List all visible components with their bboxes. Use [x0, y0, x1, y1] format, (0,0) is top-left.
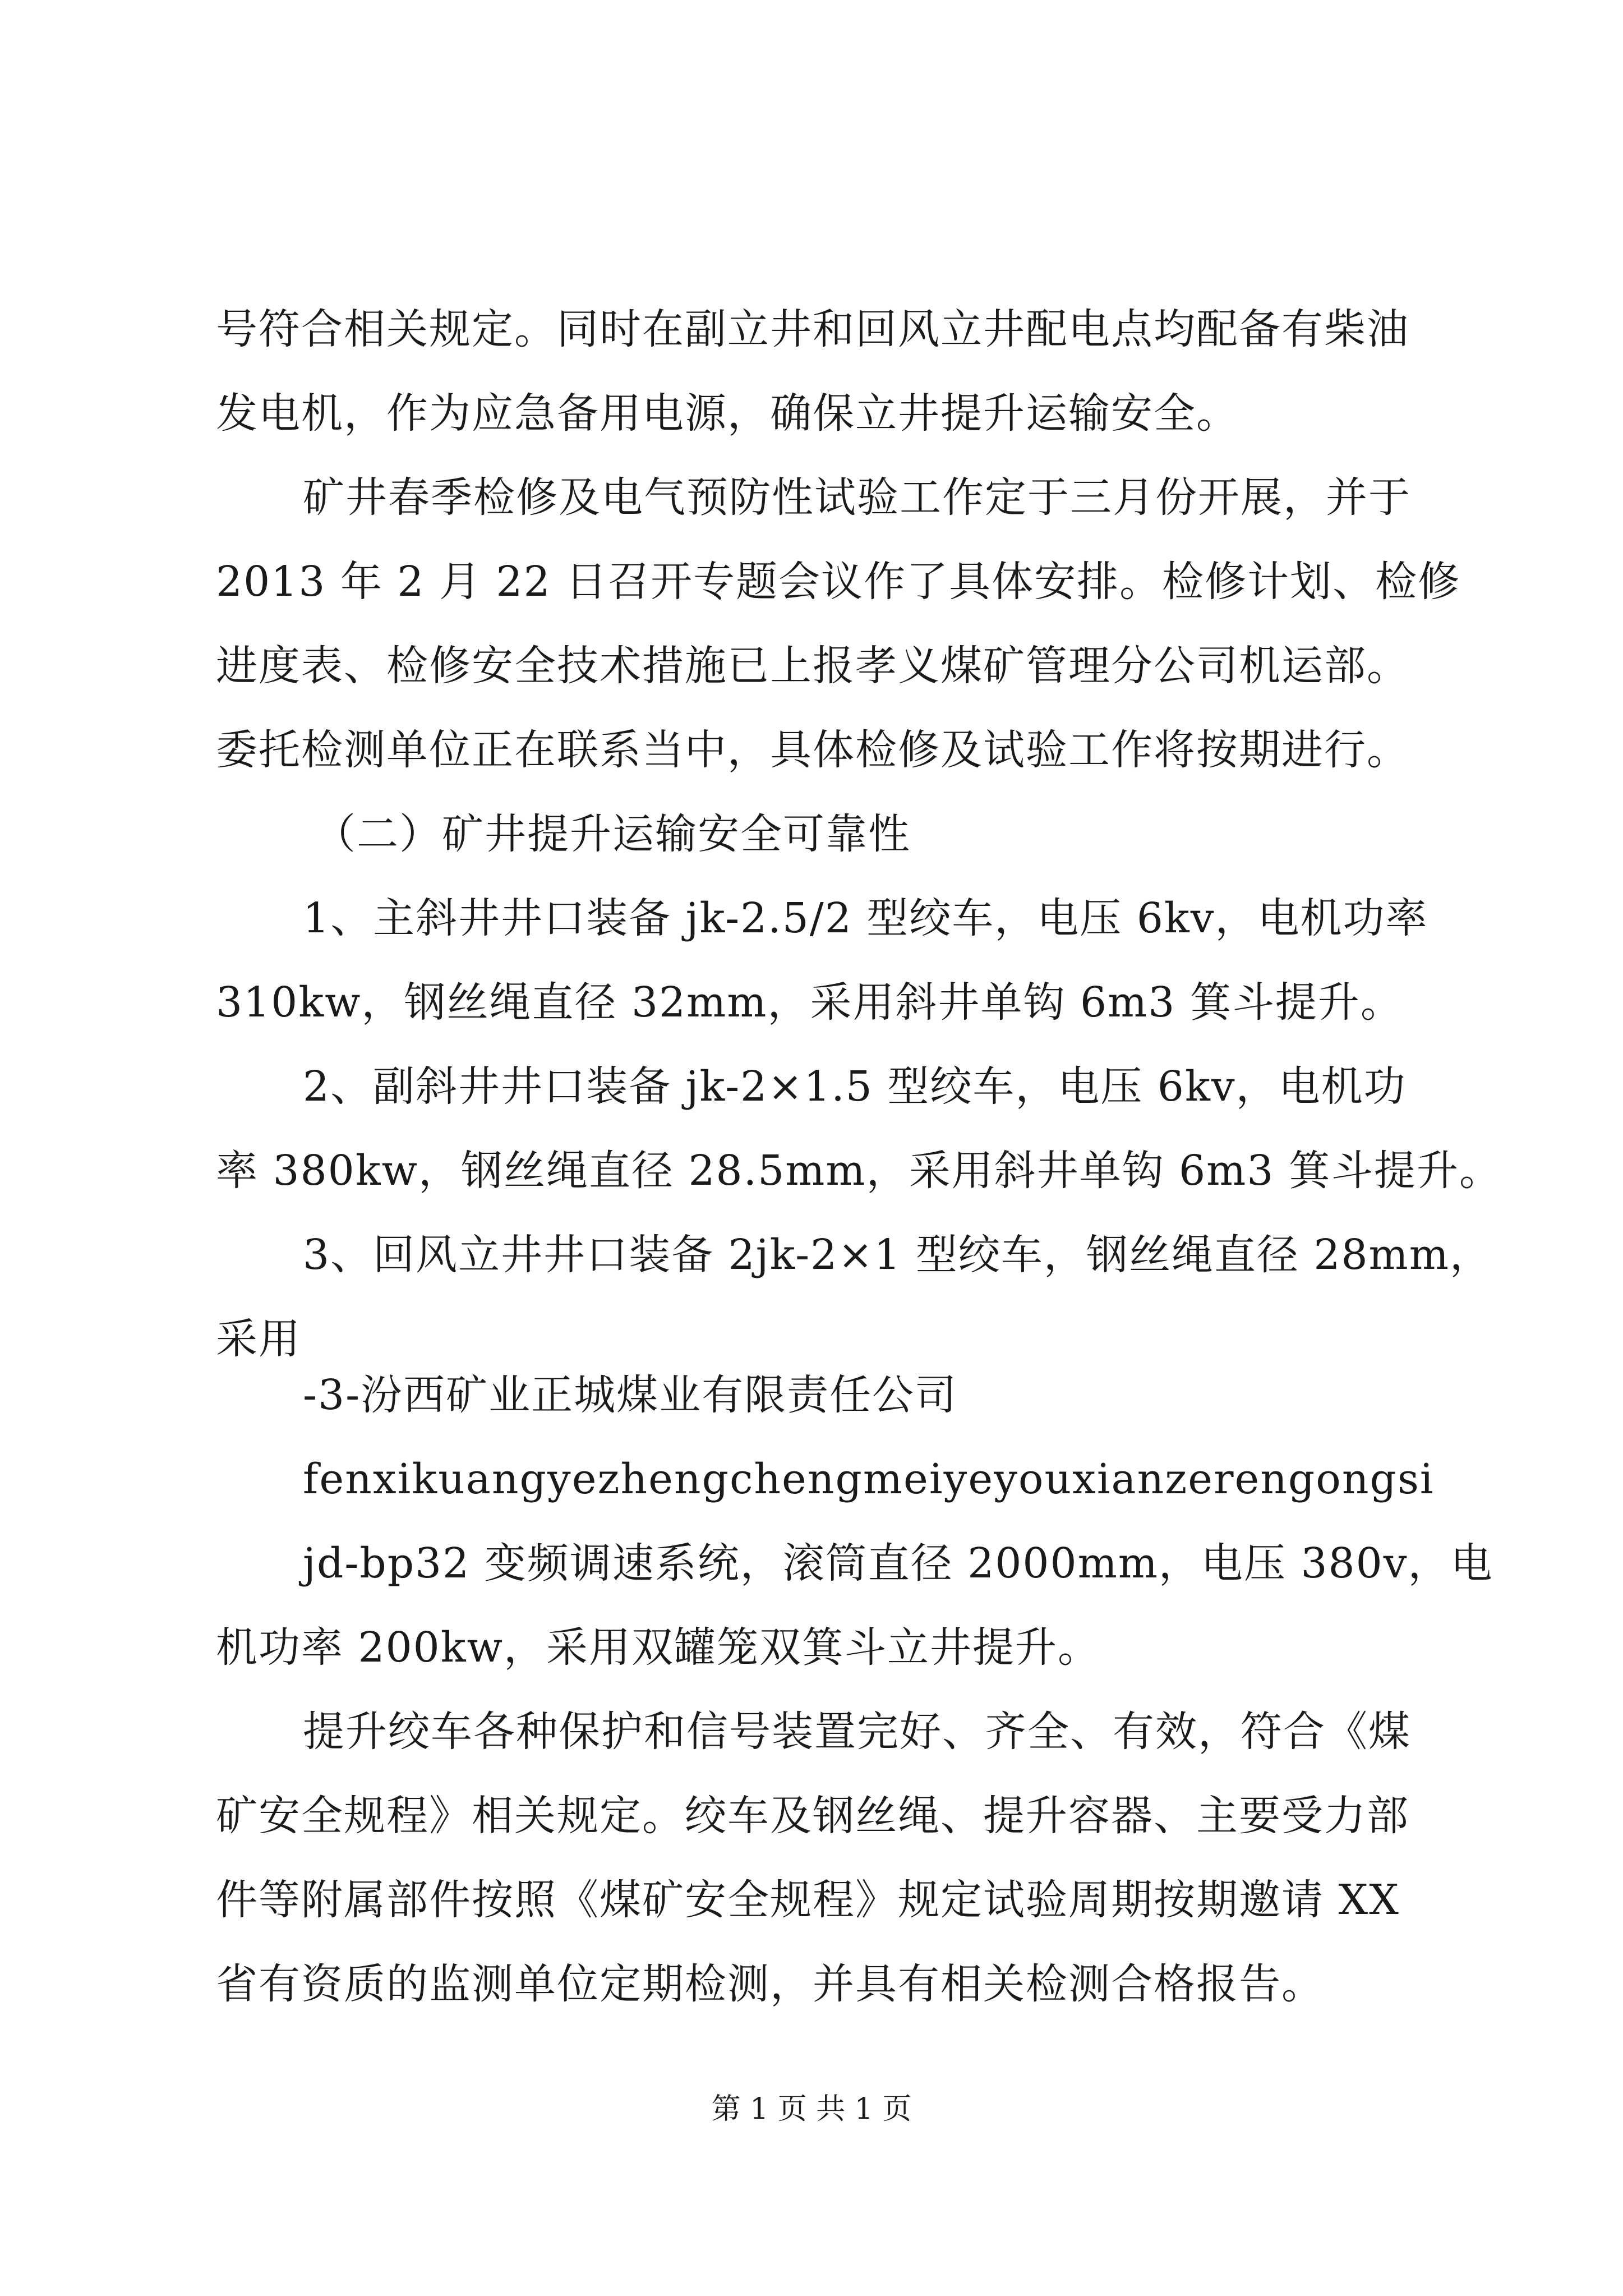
- text-line: 1、主斜井井口装备 jk-2.5/2 型绞车，电压 6kv，电机功率: [303, 894, 1428, 942]
- company-name-line: -3-汾西矿业正城煤业有限责任公司: [303, 1371, 958, 1419]
- page-number-footer: 第 1 页 共 1 页: [711, 2092, 912, 2126]
- section-heading: （二）矿井提升运输安全可靠性: [314, 810, 911, 858]
- text-line: 进度表、检修安全技术措施已上报孝义煤矿管理分公司机运部。: [216, 642, 1409, 690]
- text-line: jd-bp32 变频调速系统，滚筒直径 2000mm，电压 380v，电: [303, 1539, 1493, 1588]
- text-line: 发电机，作为应急备用电源，确保立井提升运输安全。: [216, 389, 1239, 438]
- text-line: 310kw，钢丝绳直径 32mm，采用斜井单钩 6m3 箕斗提升。: [216, 978, 1403, 1027]
- text-line: 矿安全规程》相关规定。绞车及钢丝绳、提升容器、主要受力部: [216, 1792, 1409, 1840]
- text-line: 委托检测单位正在联系当中，具体检修及试验工作将按期进行。: [216, 726, 1409, 774]
- text-line: 2013 年 2 月 22 日召开专题会议作了具体安排。检修计划、检修: [216, 558, 1461, 606]
- text-line: 2、副斜井井口装备 jk-2×1.5 型绞车，电压 6kv，电机功: [303, 1062, 1407, 1111]
- text-line: 率 380kw，钢丝绳直径 28.5mm，采用斜井单钩 6m3 箕斗提升。: [216, 1147, 1502, 1195]
- text-line: 3、回风立井井口装备 2jk-2×1 型绞车，钢丝绳直径 28mm，: [303, 1231, 1492, 1279]
- text-line: 采用: [216, 1315, 301, 1363]
- text-line: 省有资质的监测单位定期检测，并具有相关检测合格报告。: [216, 1960, 1324, 2008]
- text-line: 件等附属部件按照《煤矿安全规程》规定试验周期按期邀请 XX: [216, 1876, 1400, 1924]
- text-line: 号符合相关规定。同时在副立井和回风立井配电点均配备有柴油: [216, 305, 1409, 353]
- company-pinyin-line: fenxikuangyezhengchengmeiyeyouxianzerengongsi: [303, 1455, 1435, 1503]
- text-line: 矿井春季检修及电气预防性试验工作定于三月份开展，并于: [303, 473, 1411, 522]
- text-line: 机功率 200kw，采用双罐笼双箕斗立井提升。: [216, 1623, 1100, 1672]
- text-line: 提升绞车各种保护和信号装置完好、齐全、有效，符合《煤: [303, 1708, 1411, 1756]
